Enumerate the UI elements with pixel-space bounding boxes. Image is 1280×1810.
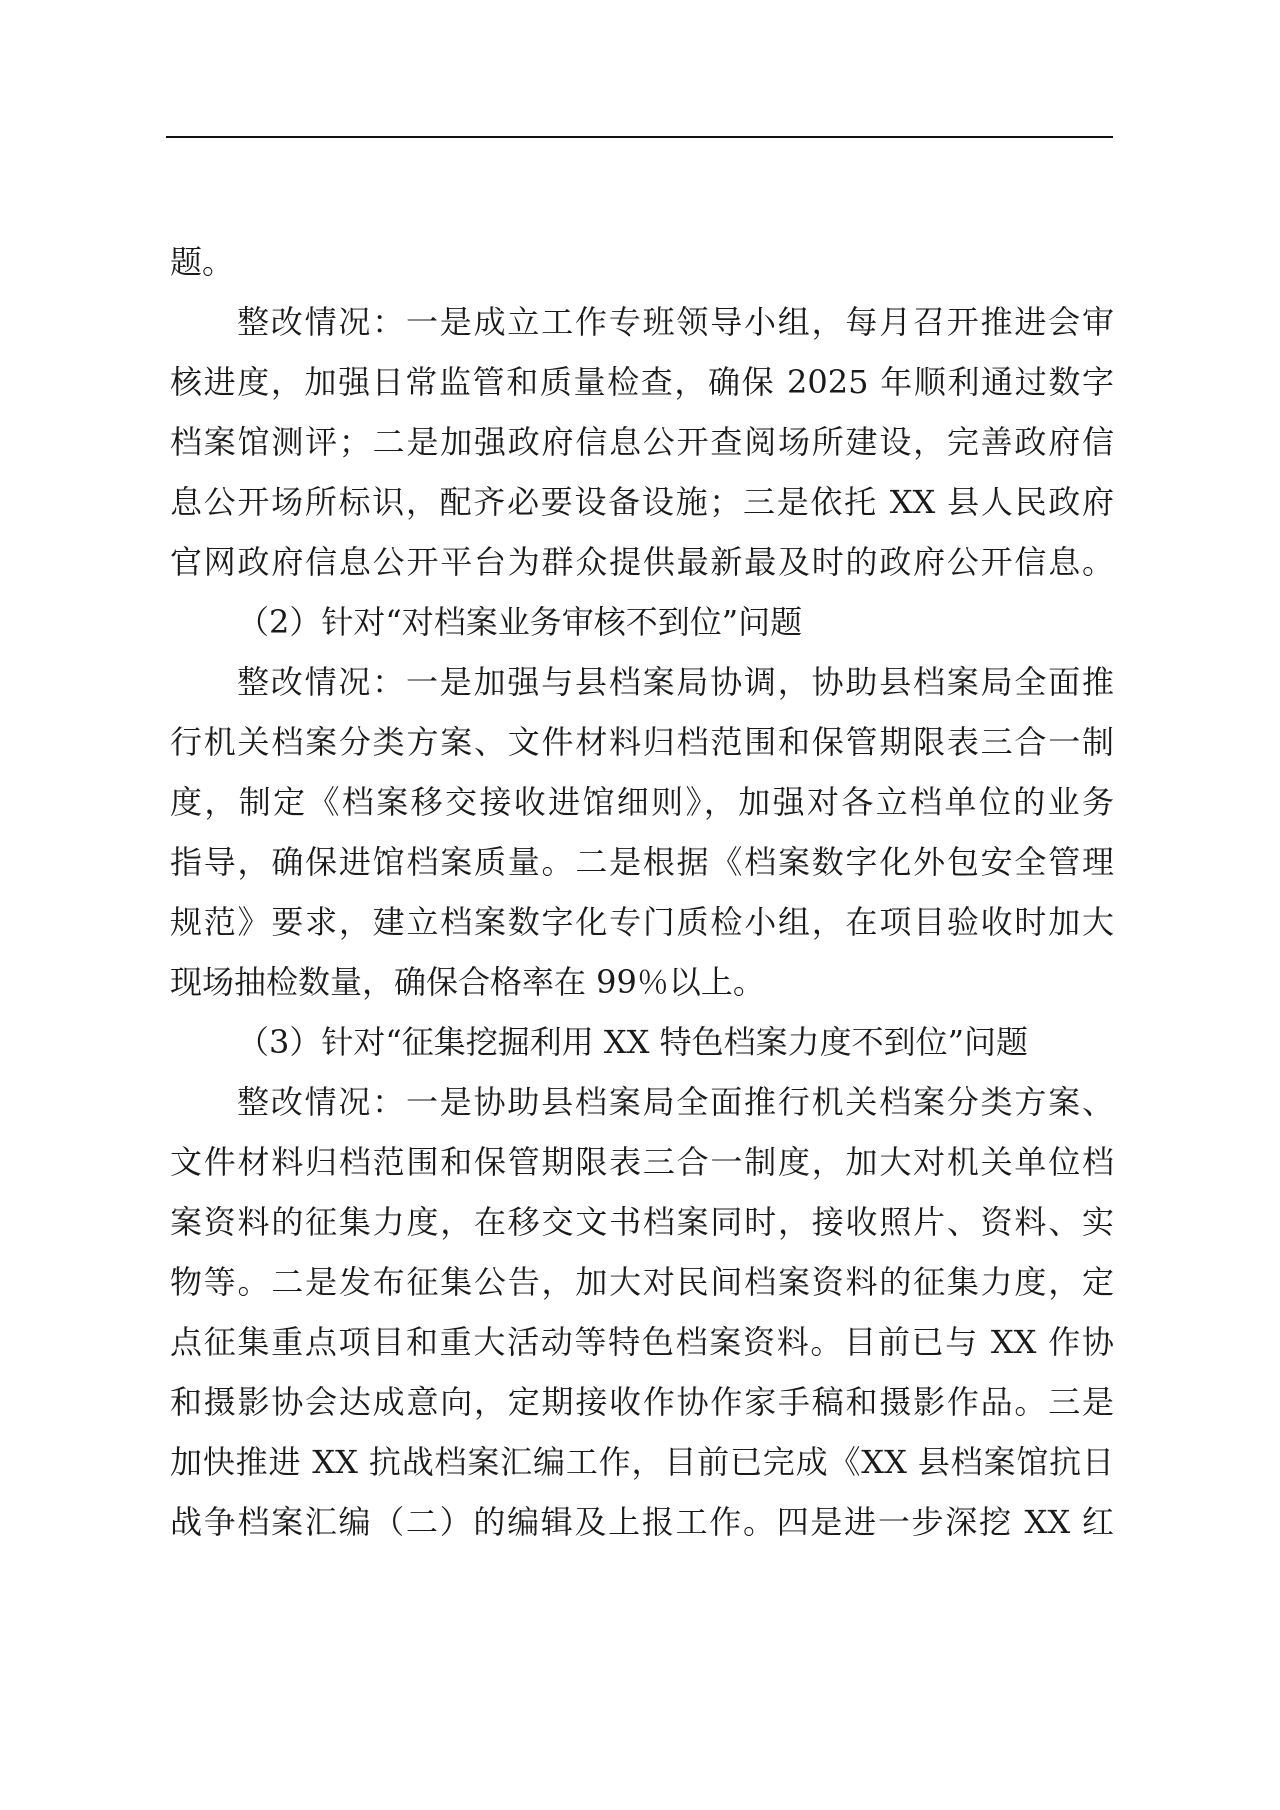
- text-line-11: 指导，确保进馆档案质量。二是根据《档案数字化外包安全管理: [170, 843, 1114, 881]
- text-line-15: 整改情况：一是协助县档案局全面推行机关档案分类方案、: [237, 1083, 1114, 1121]
- text-line-10: 度，制定《档案移交接收进馆细则》，加强对各立档单位的业务: [170, 783, 1114, 821]
- text-line-1: 题。: [170, 243, 235, 281]
- text-line-20: 和摄影协会达成意向，定期接收作协作家手稿和摄影作品。三是: [170, 1383, 1114, 1421]
- text-line-18: 物等。二是发布征集公告，加大对民间档案资料的征集力度，定: [170, 1263, 1114, 1301]
- text-line-2: 整改情况：一是成立工作专班领导小组，每月召开推进会审: [237, 303, 1114, 341]
- text-line-5: 息公开场所标识，配齐必要设备设施；三是依托 XX 县人民政府: [170, 483, 1114, 521]
- section-heading-2: （2）针对“对档案业务审核不到位”问题: [237, 603, 803, 641]
- text-line-13: 现场抽检数量，确保合格率在 99％以上。: [170, 963, 765, 1001]
- text-line-12: 规范》要求，建立档案数字化专门质检小组，在项目验收时加大: [170, 903, 1114, 941]
- section-heading-3: （3）针对“征集挖掘利用 XX 特色档案力度不到位”问题: [237, 1023, 1028, 1061]
- text-line-17: 案资料的征集力度，在移交文书档案同时，接收照片、资料、实: [170, 1203, 1114, 1241]
- body-text: [170, 232, 1114, 1552]
- text-line-9: 行机关档案分类方案、文件材料归档范围和保管期限表三合一制: [170, 723, 1114, 761]
- header-rule: [166, 136, 1113, 138]
- text-line-8: 整改情况：一是加强与县档案局协调，协助县档案局全面推: [237, 663, 1114, 701]
- text-line-6: 官网政府信息公开平台为群众提供最新最及时的政府公开信息。: [170, 543, 1114, 581]
- text-line-16: 文件材料归档范围和保管期限表三合一制度，加大对机关单位档: [170, 1143, 1114, 1181]
- text-line-3: 核进度，加强日常监管和质量检查，确保 2025 年顺利通过数字: [170, 363, 1114, 401]
- text-line-22: 战争档案汇编（二）的编辑及上报工作。四是进一步深挖 XX 红: [170, 1503, 1114, 1541]
- text-line-19: 点征集重点项目和重大活动等特色档案资料。目前已与 XX 作协: [170, 1323, 1114, 1361]
- text-line-4: 档案馆测评；二是加强政府信息公开查阅场所建设，完善政府信: [170, 423, 1114, 461]
- text-line-21: 加快推进 XX 抗战档案汇编工作，目前已完成《XX 县档案馆抗日: [170, 1443, 1114, 1481]
